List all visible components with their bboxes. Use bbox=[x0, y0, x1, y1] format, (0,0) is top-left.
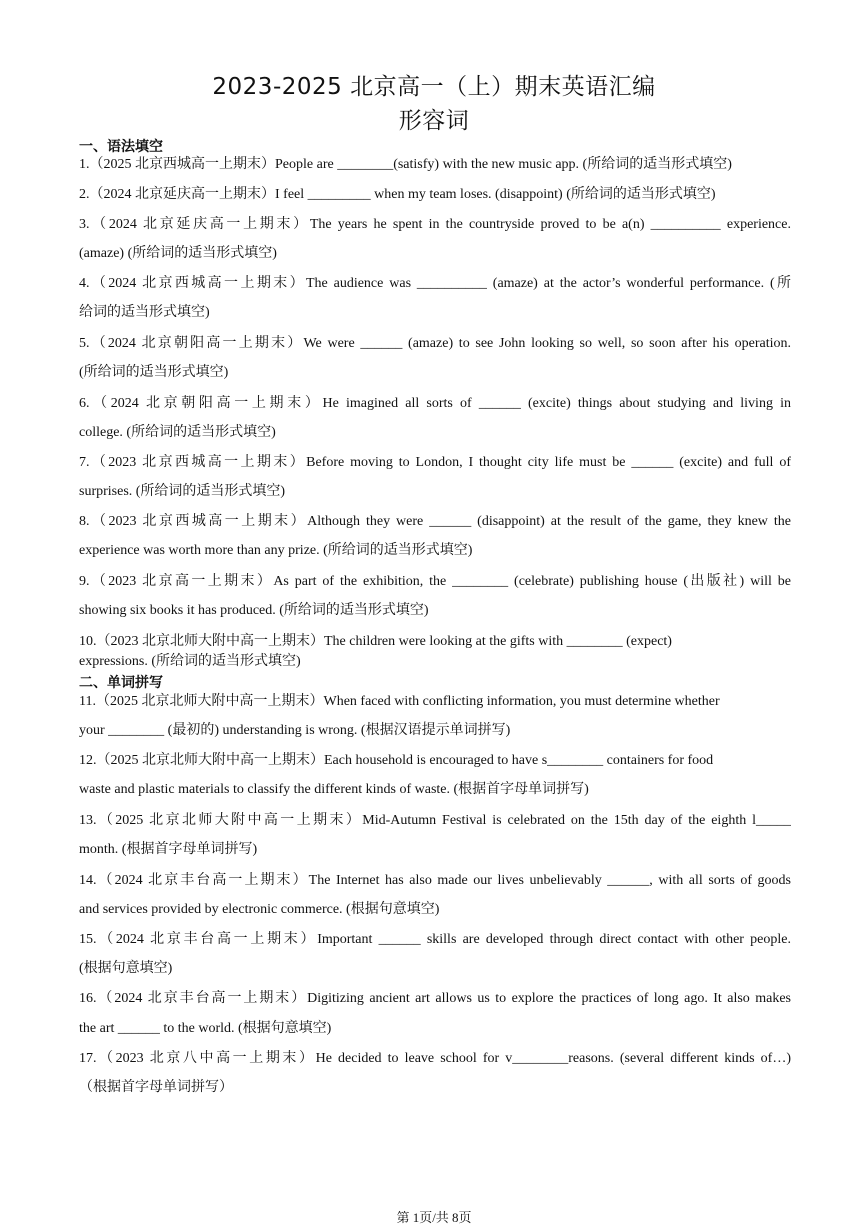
question-13-line-2: month. (根据首字母单词拼写) bbox=[79, 842, 258, 857]
question-13-line-1: 13.（2025 北京北师大附中高一上期末）Mid-Autumn Festival is celebrated on the 15th day of the eighth l_____ bbox=[79, 813, 791, 828]
question-8-line-1: 8.（2023 北京西城高一上期末）Although they were ______ (disappoint) at the result of the game, they knew the bbox=[79, 514, 791, 529]
section-heading-spelling: 二、单词拼写 bbox=[79, 675, 163, 691]
document-title: 2023-2025 北京高一（上）期末英语汇编 bbox=[212, 74, 656, 100]
question-12-line-2: waste and plastic materials to classify the different kinds of waste. (根据首字母单词拼写) bbox=[79, 782, 589, 797]
question-8-line-2: experience was worth more than any prize. (所给词的适当形式填空) bbox=[79, 543, 473, 558]
question-7-line-2: surprises. (所给词的适当形式填空) bbox=[79, 484, 286, 499]
section-heading-grammar-fill: 一、语法填空 bbox=[79, 139, 163, 155]
question-5-line-1: 5.（2024 北京朝阳高一上期末）We were ______ (amaze) to see John looking so well, so soon after his operation. bbox=[79, 336, 791, 351]
question-4-line-2: 给词的适当形式填空) bbox=[79, 305, 210, 320]
question-9-line-2: showing six books it has produced. (所给词的适当形式填空) bbox=[79, 603, 429, 618]
question-17-line-1: 17.（2023 北京八中高一上期末）He decided to leave school for v________reasons. (several different kinds of…) bbox=[79, 1051, 791, 1066]
question-11-line-1: 11.（2025 北京北师大附中高一上期末）When faced with conflicting information, you must determine whether bbox=[79, 694, 720, 709]
question-15-line-1: 15.（2024 北京丰台高一上期末）Important ______ skills are developed through direct contact with other people. bbox=[79, 932, 791, 947]
question-6-line-1: 6.（2024 北京朝阳高一上期末）He imagined all sorts of ______ (excite) things about studying and living in bbox=[79, 396, 791, 411]
question-16-line-2: the art ______ to the world. (根据句意填空) bbox=[79, 1021, 332, 1036]
question-12-line-1: 12.（2025 北京北师大附中高一上期末）Each household is encouraged to have s________ containers for food bbox=[79, 753, 714, 768]
question-14-line-1: 14.（2024 北京丰台高一上期末）The Internet has also made our lives unbelievably ______, with all sorts of goods bbox=[79, 873, 791, 888]
question-10-line-2: expressions. (所给词的适当形式填空) bbox=[79, 654, 301, 669]
question-16-line-1: 16.（2024 北京丰台高一上期末）Digitizing ancient art allows us to explore the practices of long ago. It also makes bbox=[79, 991, 791, 1006]
question-10-line-1: 10.（2023 北京北师大附中高一上期末）The children were looking at the gifts with ________ (expect) bbox=[79, 634, 672, 649]
question-11-line-2: your ________ (最初的) understanding is wrong. (根据汉语提示单词拼写) bbox=[79, 723, 511, 738]
question-1: 1.（2025 北京西城高一上期末）People are ________(satisfy) with the new music app. (所给词的适当形式填空) bbox=[79, 157, 732, 172]
page-number: 第 1页/共 8页 bbox=[396, 1210, 472, 1225]
question-6-line-2: college. (所给词的适当形式填空) bbox=[79, 425, 276, 440]
document-subtitle: 形容词 bbox=[398, 108, 470, 134]
question-4-line-1: 4.（2024 北京西城高一上期末）The audience was __________ (amaze) at the actor’s wonderful performance. (所 bbox=[79, 276, 791, 291]
question-3-line-2: (amaze) (所给词的适当形式填空) bbox=[79, 246, 277, 261]
question-9-line-1: 9.（2023 北京高一上期末）As part of the exhibition, the ________ (celebrate) publishing house (出版社) will be bbox=[79, 574, 791, 589]
question-15-line-2: (根据句意填空) bbox=[79, 961, 173, 976]
question-2: 2.（2024 北京延庆高一上期末）I feel _________ when my team loses. (disappoint) (所给词的适当形式填空) bbox=[79, 187, 716, 202]
question-14-line-2: and services provided by electronic commerce. (根据句意填空) bbox=[79, 902, 440, 917]
question-3-line-1: 3.（2024 北京延庆高一上期末）The years he spent in the countryside proved to be a(n) __________ experience. bbox=[79, 217, 791, 232]
question-5-line-2: (所给词的适当形式填空) bbox=[79, 365, 229, 380]
question-17-line-2: （根据首字母单词拼写） bbox=[79, 1080, 233, 1095]
question-7-line-1: 7.（2023 北京西城高一上期末）Before moving to London, I thought city life must be ______ (excite) and full of bbox=[79, 455, 791, 470]
